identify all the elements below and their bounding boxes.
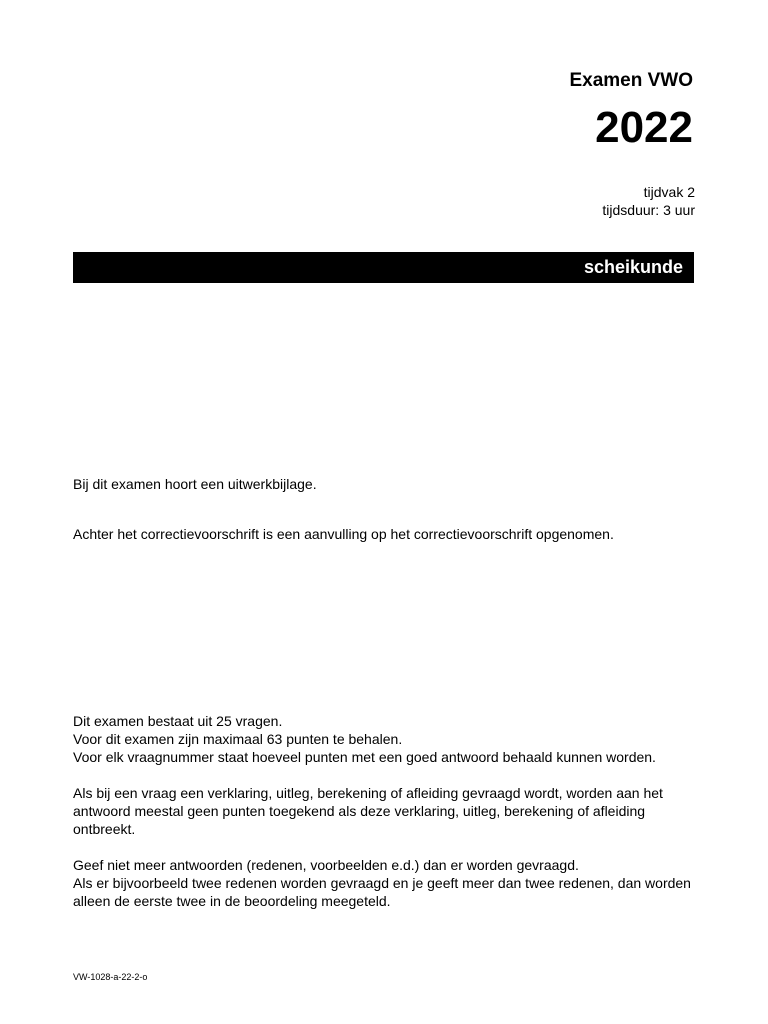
exam-meta — [602, 183, 695, 219]
exam-instructions — [73, 712, 698, 910]
question-count-line: Dit examen bestaat uit 25 vragen. — [73, 713, 283, 729]
instructions-paragraph-questions — [73, 712, 698, 766]
document-code: VW-1028-a-22-2-o — [73, 972, 148, 982]
exam-duration: tijdsduur: 3 uur — [602, 202, 695, 218]
exam-period: tijdvak 2 — [643, 184, 695, 200]
exam-type-title: Examen VWO — [569, 70, 693, 91]
instructions-paragraph-answers — [73, 856, 698, 910]
subject-label: scheikunde — [583, 257, 683, 277]
answer-example-line: Als er bijvoorbeeld twee redenen worden gevraagd en je geeft meer dan twee redenen, dan worden alleen de eerste twee in de beoordeling meegeteld. — [73, 875, 691, 909]
appendix-note: Bij dit examen hoort een uitwerkbijlage. — [73, 476, 317, 492]
answer-limit-line: Geef niet meer antwoorden (redenen, voorbeelden e.d.) dan er worden gevraagd. — [73, 857, 579, 873]
max-points-line: Voor dit examen zijn maximaal 63 punten te behalen. — [73, 731, 403, 747]
subject-bar — [73, 252, 694, 283]
exam-year: 2022 — [595, 103, 693, 152]
supplement-note: Achter het correctievoorschrift is een aanvulling op het correctievoorschrift opgenomen. — [73, 526, 614, 542]
instructions-paragraph-explanation: Als bij een vraag een verklaring, uitleg, berekening of afleiding gevraagd wordt, worden aan het antwoord meestal geen punten toegekend als deze verklaring, uitleg, berekening of afleiding ontbreekt. — [73, 785, 663, 837]
points-per-question-line: Voor elk vraagnummer staat hoeveel punten met een goed antwoord behaald kunnen worden. — [73, 749, 656, 765]
